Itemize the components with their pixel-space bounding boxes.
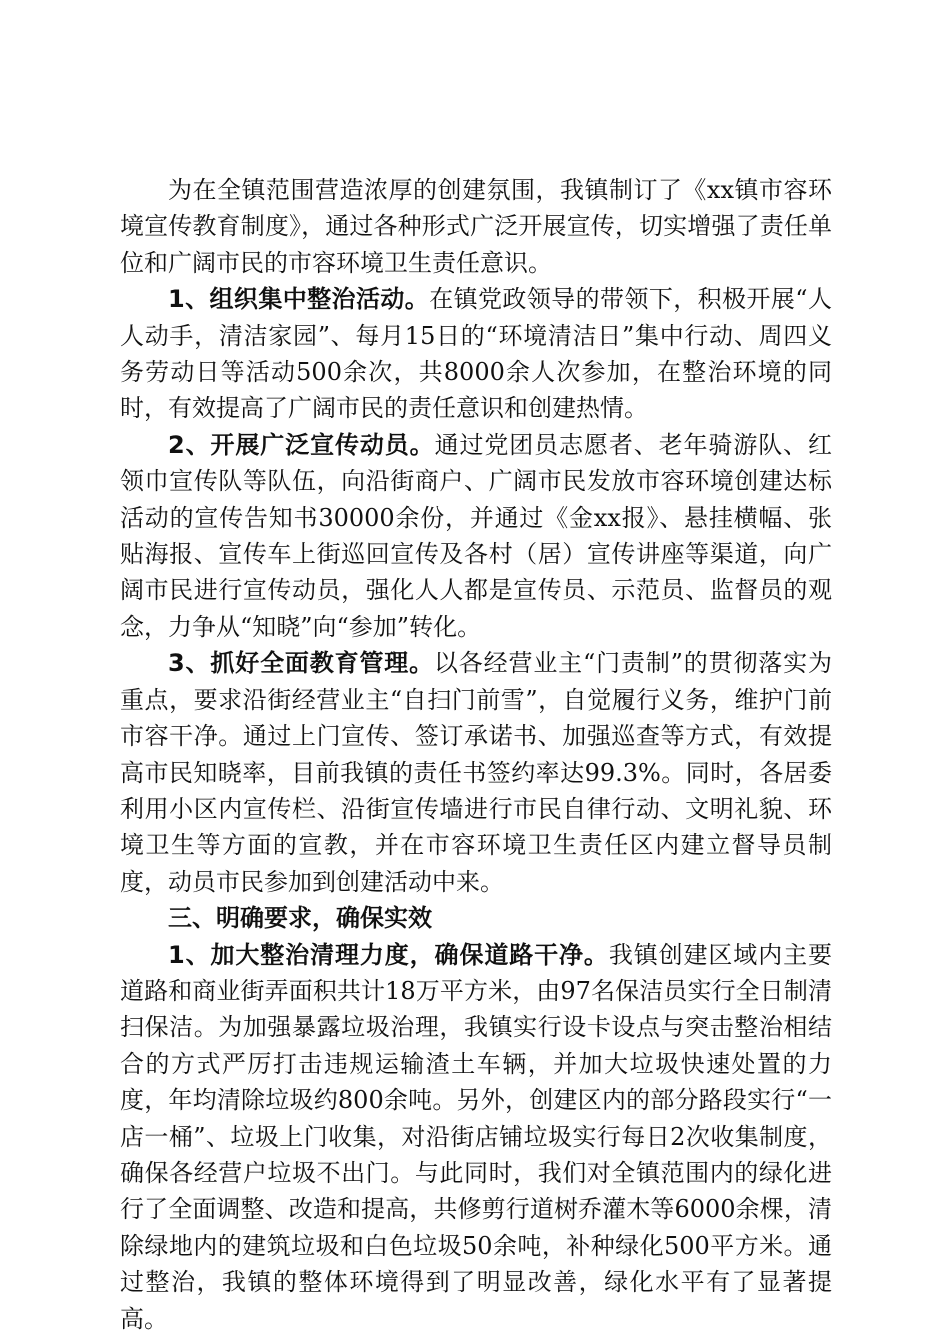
paragraph-item-1 (120, 281, 832, 427)
document-page (120, 172, 832, 1337)
paragraph-item-1-lead: 1、组织集中整治活动。 (168, 285, 430, 314)
paragraph-item-1-text: 在镇党政领导的带领下，积极开展“人人动手，清洁家园”、每月15日的“环境清洁日”集中行动、周四义务劳动日等活动500余次，共8000余人次参加，在整治环境的同时，有效提高了广阔市民的责任意识和创建热情。 (120, 285, 832, 423)
intro-paragraph (120, 172, 832, 281)
paragraph-item-2-text: 通过党团员志愿者、老年骑游队、红领巾宣传队等队伍，向沿街商户、广阔市民发放市容环境创建达标活动的宣传告知书30000余份，并通过《金xx报》、悬挂横幅、张贴海报、宣传车上街巡回宣传及各村（居）宣传讲座等渠道，向广阔市民进行宣传动员，强化人人都是宣传员、示范员、监督员的观念，力争从“知晓”向“参加”转化。 (120, 430, 833, 641)
section-3-paragraph-item-1-lead: 1、加大整治清理力度，确保道路干净。 (168, 940, 609, 969)
intro-paragraph-text: 为在全镇范围营造浓厚的创建氛围，我镇制订了《xx镇市容环境宣传教育制度》，通过各种形式广泛开展宣传，切实增强了责任单位和广阔市民的市容环境卫生责任意识。 (120, 176, 832, 277)
section-heading: 三、明确要求，确保实效 (168, 904, 432, 933)
paragraph-item-2 (120, 427, 832, 645)
paragraph-item-2-lead: 2、开展广泛宣传动员。 (168, 430, 435, 459)
paragraph-item-3-lead: 3、抓好全面教育管理。 (168, 649, 434, 678)
paragraph-item-3 (120, 645, 832, 900)
section-3-paragraph-item-1-text: 我镇创建区域内主要道路和商业街弄面积共计18万平方米，由97名保洁员实行全日制清扫保洁。为加强暴露垃圾治理，我镇实行设卡设点与突击整治相结合的方式严厉打击违规运输渣土车辆，并加大垃圾快速处置的力度，年均清除垃圾约800余吨。另外，创建区内的部分路段实行“一店一桶”、垃圾上门收集，对沿街店铺垃圾实行每日2次收集制度，确保各经营户垃圾不出门。与此同时，我们对全镇范围内的绿化进行了全面调整、改造和提高，共修剪行道树乔灌木等6000余棵，清除绿地内的建筑垃圾和白色垃圾50余吨，补种绿化500平方米。通过整治，我镇的整体环境得到了明显改善，绿化水平有了显著提高。 (120, 940, 832, 1333)
paragraph-item-3-text: 以各经营业主“门责制”的贯彻落实为重点，要求沿街经营业主“自扫门前雪”，自觉履行义务，维护门前市容干净。通过上门宣传、签订承诺书、加强巡查等方式，有效提高市民知晓率，目前我镇的责任书签约率达99.3%。同时，各居委利用小区内宣传栏、沿街宣传墙进行市民自律行动、文明礼貌、环境卫生等方面的宣教，并在市容环境卫生责任区内建立督导员制度，动员市民参加到创建活动中来。 (120, 649, 832, 896)
section-3-paragraph-item-1 (120, 937, 832, 1337)
